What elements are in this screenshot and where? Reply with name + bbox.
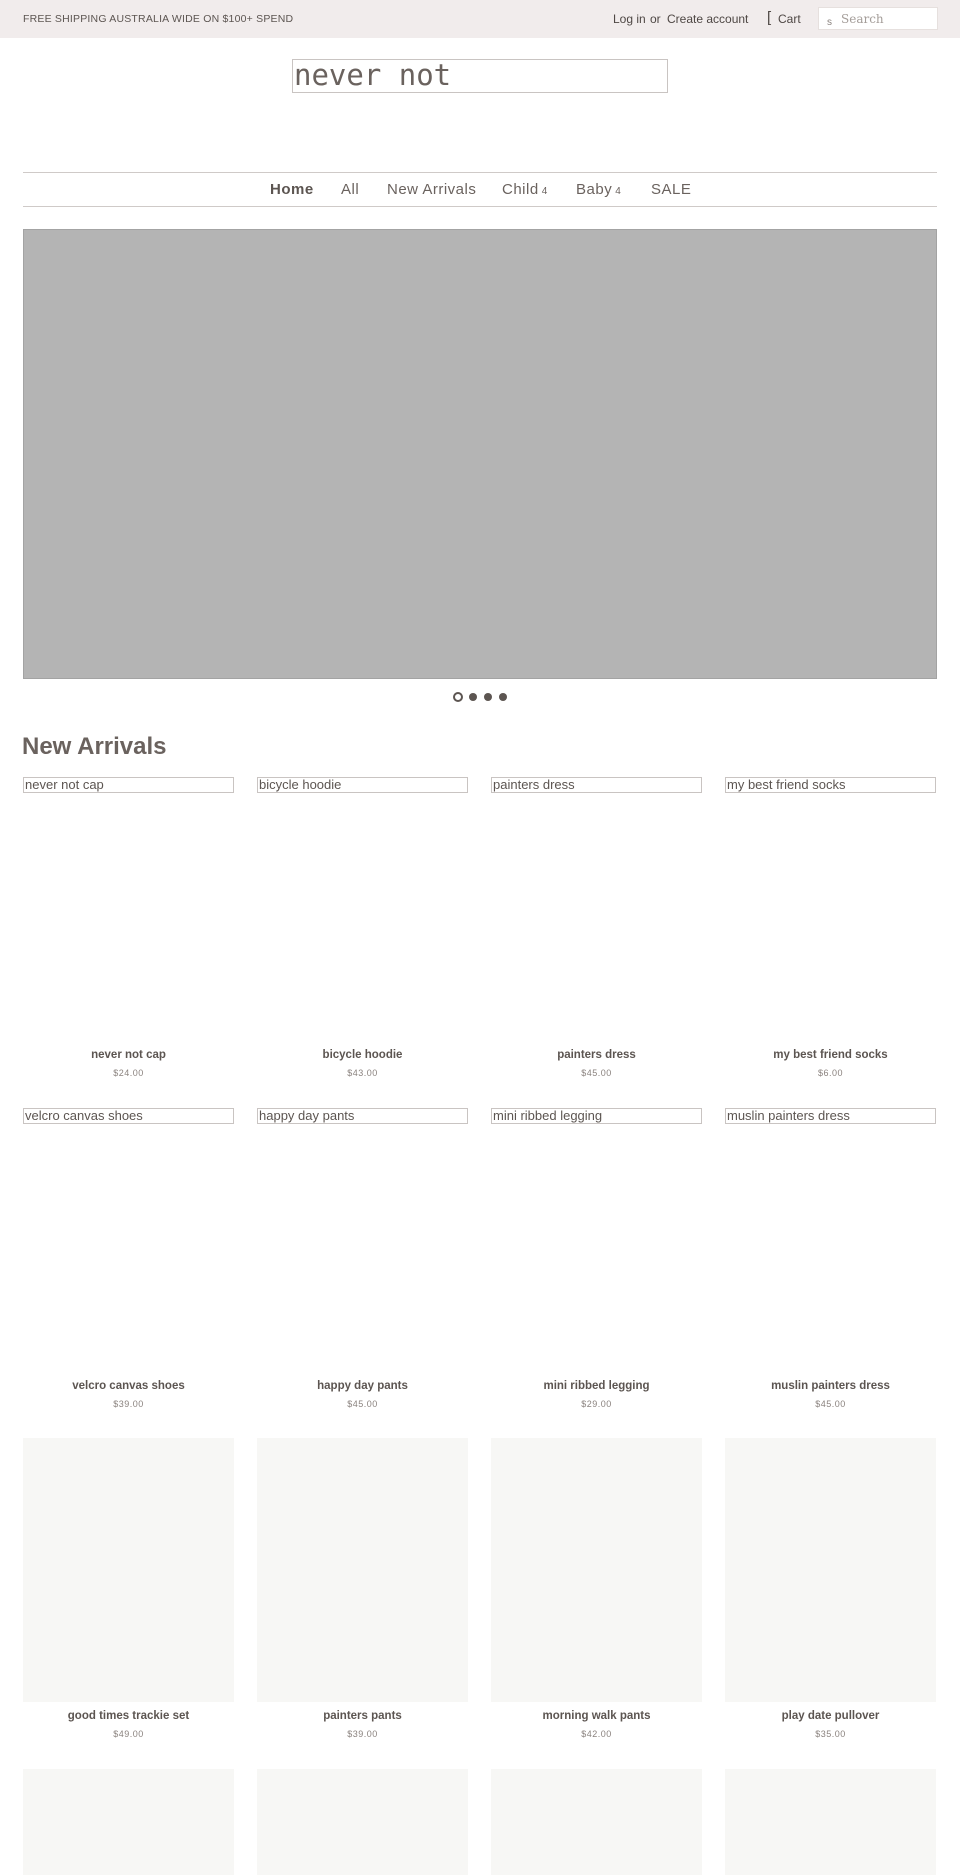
product-price: $6.00 xyxy=(817,1068,844,1078)
product-price: $49.00 xyxy=(113,1729,144,1739)
cart-link[interactable]: Cart xyxy=(778,12,801,26)
product-image[interactable]: never not cap xyxy=(23,777,234,793)
nav-item-child[interactable]: Child 4 xyxy=(502,181,548,198)
product-image[interactable]: bicycle hoodie xyxy=(257,777,468,793)
product-card[interactable] xyxy=(491,1108,702,1410)
chevron-down-icon: 4 xyxy=(615,186,622,197)
product-price: $29.00 xyxy=(581,1399,612,1409)
product-image[interactable]: painters dress xyxy=(491,777,702,793)
product-name[interactable]: painters dress xyxy=(557,1049,636,1061)
product-card[interactable] xyxy=(725,1108,936,1410)
product-price: $39.00 xyxy=(113,1399,144,1409)
slide-dot-4[interactable] xyxy=(499,693,507,701)
product-price: $43.00 xyxy=(347,1068,378,1078)
product-card[interactable] xyxy=(23,1769,234,1875)
product-image[interactable]: mini ribbed legging xyxy=(491,1108,702,1124)
product-name[interactable]: play date pullover xyxy=(781,1710,880,1722)
product-name[interactable]: morning walk pants xyxy=(542,1710,651,1722)
create-account-link[interactable]: Create account xyxy=(667,12,749,26)
product-name[interactable]: mini ribbed legging xyxy=(543,1380,650,1392)
product-name[interactable]: never not cap xyxy=(91,1049,166,1061)
product-card[interactable] xyxy=(257,1438,468,1740)
nav-item-baby[interactable]: Baby 4 xyxy=(576,181,622,198)
product-card[interactable] xyxy=(23,1438,234,1740)
store-logo[interactable]: never not xyxy=(292,59,668,93)
product-card[interactable] xyxy=(23,1108,234,1410)
nav-item-home[interactable]: Home xyxy=(270,181,314,198)
product-image[interactable]: velcro canvas shoes xyxy=(23,1108,234,1124)
product-name[interactable]: happy day pants xyxy=(317,1380,408,1392)
announcement-bar xyxy=(0,0,960,38)
product-price: $42.00 xyxy=(581,1729,612,1739)
slide-dot-2[interactable] xyxy=(469,693,477,701)
search-icon[interactable]: s xyxy=(827,17,832,28)
announcement-text: FREE SHIPPING AUSTRALIA WIDE ON $100+ SPEND xyxy=(23,13,294,25)
product-image[interactable] xyxy=(725,1438,936,1702)
nav-item-new-arrivals[interactable]: New Arrivals xyxy=(387,181,477,198)
product-card[interactable] xyxy=(725,1438,936,1740)
nav-item-sale[interactable]: SALE xyxy=(651,181,692,198)
product-image[interactable]: muslin painters dress xyxy=(725,1108,936,1124)
product-card[interactable] xyxy=(257,1769,468,1875)
product-image[interactable] xyxy=(491,1769,702,1875)
product-card[interactable] xyxy=(491,1769,702,1875)
product-card[interactable] xyxy=(725,777,936,1079)
product-card[interactable] xyxy=(23,777,234,1079)
product-name[interactable]: velcro canvas shoes xyxy=(72,1380,185,1392)
main-nav xyxy=(23,172,937,207)
product-image[interactable]: happy day pants xyxy=(257,1108,468,1124)
product-card[interactable] xyxy=(257,1108,468,1410)
cart-icon[interactable]: [ xyxy=(767,9,772,26)
product-price: $45.00 xyxy=(347,1399,378,1409)
product-card[interactable] xyxy=(491,777,702,1079)
chevron-down-icon: 4 xyxy=(541,186,548,197)
nav-item-all[interactable]: All xyxy=(341,181,360,198)
product-card[interactable] xyxy=(257,777,468,1079)
product-image[interactable] xyxy=(23,1769,234,1875)
product-card[interactable] xyxy=(491,1438,702,1740)
product-name[interactable]: my best friend socks xyxy=(773,1049,888,1061)
product-image[interactable] xyxy=(725,1769,936,1875)
product-card[interactable] xyxy=(725,1769,936,1875)
product-price: $39.00 xyxy=(347,1729,378,1739)
product-name[interactable]: bicycle hoodie xyxy=(322,1049,403,1061)
search-input[interactable] xyxy=(841,9,935,28)
section-title: New Arrivals xyxy=(22,733,167,760)
product-name[interactable]: painters pants xyxy=(323,1710,402,1722)
product-price: $45.00 xyxy=(581,1068,612,1078)
product-image[interactable] xyxy=(491,1438,702,1702)
or-text: or xyxy=(650,12,661,26)
product-image[interactable]: my best friend socks xyxy=(725,777,936,793)
slide-dot-1[interactable] xyxy=(453,692,463,702)
search-box xyxy=(818,7,938,30)
product-name[interactable]: muslin painters dress xyxy=(771,1380,890,1392)
slide-dot-3[interactable] xyxy=(484,693,492,701)
product-name[interactable]: good times trackie set xyxy=(67,1710,190,1722)
product-price: $35.00 xyxy=(815,1729,846,1739)
hero-slideshow[interactable] xyxy=(23,229,937,679)
product-price: $24.00 xyxy=(113,1068,144,1078)
product-image[interactable] xyxy=(23,1438,234,1702)
login-link[interactable]: Log in xyxy=(613,12,646,26)
product-price: $45.00 xyxy=(815,1399,846,1409)
product-image[interactable] xyxy=(257,1438,468,1702)
product-image[interactable] xyxy=(257,1769,468,1875)
